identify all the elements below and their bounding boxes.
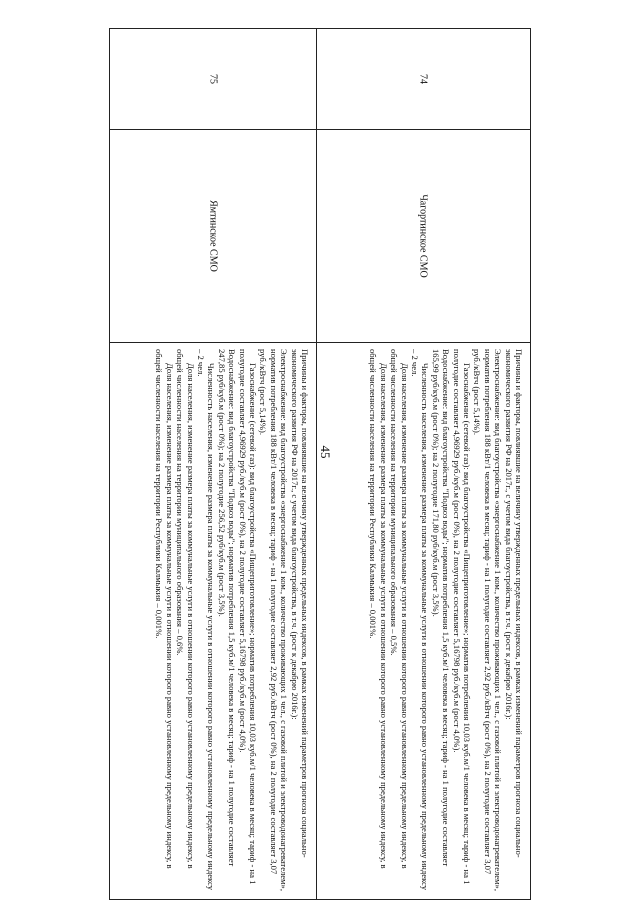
description-cell [317,343,530,899]
table-row [110,29,316,899]
paragraph-population: Численность населения, изменение размера платы за коммунальные услуги в отношении которого равно установленному предельному индексу – 2 чел. [195,349,217,891]
paragraph-water: Водоснабжение: вид благоустройства "Подвоз воды"; норматив потребления 1,5 куб.м/1 человека в месяц; тариф - на 1 полугодие составляет 165,99 руб/куб.м (рост 0%); на 2 полугодие 171,80 руб/куб.м (рост 3,5%). [430,349,452,867]
paragraph-intro: Причины и факторы, повлиявшие на величину утвержденных предельных индексов, в рамках изменений параметров прогноза социально-экономического развития РФ на 2017г., с учетом вида благоустройства, в т.ч. (рост к декабрю 2016г.): [503,349,524,858]
municipality-name: Чагортинское СМО [418,194,429,278]
page-number: 45 [318,445,333,459]
paragraph-share-municipal: Доля населения, изменение размера платы за коммунальные услуги в отношении которого равно установленному предельному индексу, в общей численности населения на территории муниципального образования – 0,5%. [389,349,410,869]
data-table [109,28,531,900]
row-number-cell [317,29,530,130]
paragraph-share-municipal: Доля населения, изменение размера платы за коммунальные услуги в отношении которого равно установленному предельному индексу, в общей численности населения на территории муниципального образования – 0,6%. [175,349,196,869]
paragraph-population: Численность населения, изменение размера платы за коммунальные услуги в отношении которого равно установленному предельному индексу – 2 чел. [409,349,431,891]
row-number: 75 [207,74,219,84]
paragraph-water: Водоснабжение: вид благоустройства "Подвоз воды"; норматив потребления 1,5 куб.м/1 человека в месяц; тариф - на 1 полугодие составляет 247,85 руб/куб.м (рост 0%); на 2 полугодие 256,52 руб/куб.м (рост 3,5%). [216,349,238,867]
municipality-cell [110,130,316,343]
paragraph-share-republic: Доля населения, изменение размера платы за коммунальные услуги в отношении которого равно установленному предельному индексу, в общей численности населения на территории Республики Калмыкия – 0,001%. [368,349,389,869]
table-row [316,29,530,899]
municipality-name: Ямтинское СМО [207,200,219,272]
paragraph-share-republic: Доля населения, изменение размера платы за коммунальные услуги в отношении которого равно установленному предельному индексу, в общей численности населения на территории Республики Калмыкия – 0,001%. [154,349,175,869]
row-number-cell [110,29,316,130]
paragraph-electricity: Электроснабжение: вид благоустройства «энергоснабжение 1 ком., количество проживающих 1 чел., с газовой плитой и электроводонагревателем», норматив потребления 188 кВт/1 человека в месяц; тариф - на 1 полугодие составляет 2,92 руб./кВтч (рост 0%), на 2 полугодие составляет 3,07 руб./кВтч (рост 5,14%). [258,349,290,891]
description-cell [110,343,316,899]
paragraph-gas: Газоснабжение (сетевой газ): вид благоустройства «Пищеприготовление»; норматив потребления 10,03 куб.м/1 человека в месяц; тариф - на 1 полугодие составляет 4,96929 руб./куб.м (рост 0%), на 2 полугодие составляет 5,16798 руб./куб.м (рост 4,0%). [237,349,258,885]
paragraph-gas: Газоснабжение (сетевой газ): вид благоустройства «Пищеприготовление»; норматив потребления 10,03 куб.м/1 человека в месяц; тариф - на 1 полугодие составляет 4,96929 руб./куб.м (рост 0%), на 2 полугодие составляет 5,16798 руб./куб.м (рост 4,0%). [451,349,472,885]
paragraph-electricity: Электроснабжение: вид благоустройства «энергоснабжение 1 ком., количество проживающих 1 чел., с газовой плитой и электроводонагревателем», норматив потребления 188 кВт/1 человека в месяц; тариф - на 1 полугодие составляет 2,92 руб./кВтч (рост 0%), на 2 полугодие составляет 3,07 руб./кВтч (рост 5,14%). [472,349,504,891]
municipality-cell [317,130,530,343]
paragraph-intro: Причины и факторы, повлиявшие на величину утвержденных предельных индексов, в рамках изменений параметров прогноза социально-экономического развития РФ на 2017г., с учетом вида благоустройства, в т.ч. (рост к декабрю 2016г.): [289,349,310,858]
row-number: 74 [418,74,429,84]
